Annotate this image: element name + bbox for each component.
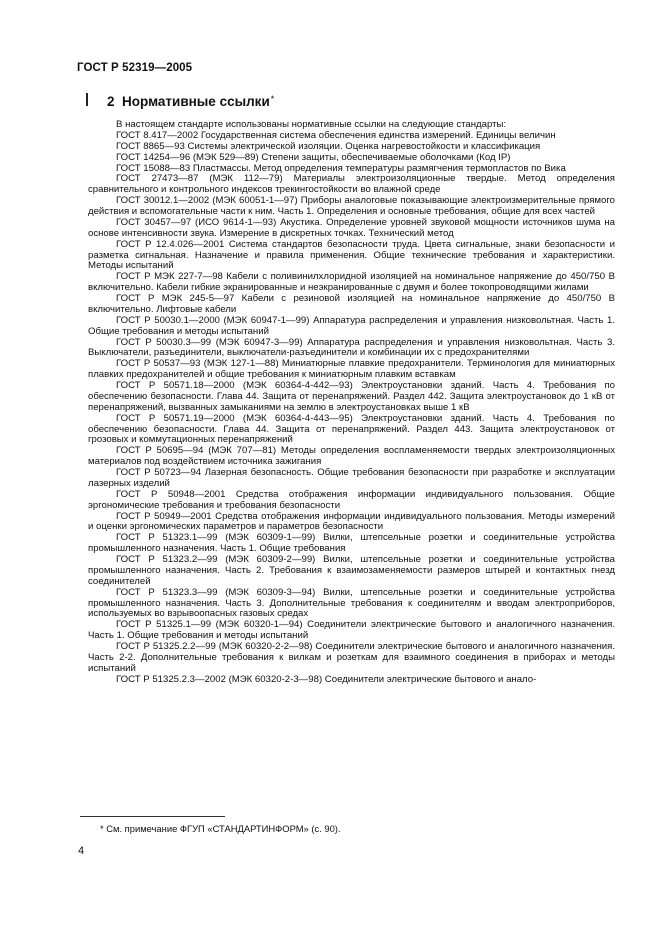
reference-item: ГОСТ Р 50537—93 (МЭК 127-1—88) Миниатюрные плавкие предохранители. Терминология для миниатюрных плавких предохранителей и общие требования к миниатюрным плавким вставкам bbox=[88, 358, 615, 381]
reference-item: ГОСТ Р 50948—2001 Средства отображения информации индивидуального пользования. Общие эргономические требования и требования безопасности bbox=[88, 488, 615, 511]
intro-paragraph: В настоящем стандарте использованы нормативные ссылки на следующие стандарты: bbox=[116, 119, 507, 130]
footnote-divider bbox=[80, 816, 225, 817]
reference-item: ГОСТ Р 51323.2—99 (МЭК 60309-2—99) Вилки, штепсельные розетки и соединительные устройства промышленного назначения. Часть 2. Требования к взаимозаменяемости размеров штырей и контактных гнезд соединителей bbox=[88, 554, 615, 587]
reference-item: ГОСТ 14254—96 (МЭК 529—89) Степени защиты, обеспечиваемые оболочками (Код IP) bbox=[116, 151, 511, 163]
reference-item: ГОСТ Р 51323.3—99 (МЭК 60309-3—94) Вилки, штепсельные розетки и соединительные устройства промышленного назначения. Часть 3. Дополнительные требования к соединителям и вводам электроприборов, используемых во взрывоопасных газовых средах bbox=[88, 586, 615, 620]
reference-item: ГОСТ 8.417—2002 Государственная система обеспечения единства измерений. Единицы величин bbox=[116, 129, 556, 141]
section-title: Нормативные ссылки bbox=[122, 94, 270, 109]
reference-item: ГОСТ Р 50949—2001 Средства отображения информации индивидуального пользования. Методы измерений и оценки эргономических параметров и параметров безопасности bbox=[88, 510, 615, 533]
reference-item: ГОСТ Р 50695—94 (МЭК 707—81) Методы определения воспламеняемости твердых электроизоляционных материалов под воздействием источника зажигания bbox=[88, 445, 615, 468]
reference-item: ГОСТ Р 50571.19—2000 (МЭК 60364-4-443—95) Электроустановки зданий. Часть 4. Требования по обеспечению безопасности. Глава 44. Защита от перенапряжений. Раздел 443. Защита электроустановок от грозовых и коммутационных перенапряжений bbox=[88, 412, 615, 446]
section-heading bbox=[107, 94, 274, 109]
reference-item: ГОСТ Р 51325.2.3—2002 (МЭК 60320-2-3—98) Соединители электрические бытового и анало- bbox=[116, 673, 537, 685]
reference-item: ГОСТ Р 51325.1—99 (МЭК 60320-1—94) Соединители электрические бытового и аналогичного назначения. Часть 1. Общие требования и методы испытаний bbox=[88, 619, 615, 642]
change-margin-bar bbox=[86, 93, 88, 106]
section-footnote-mark: * bbox=[270, 94, 275, 104]
reference-item: ГОСТ Р МЭК 245-5—97 Кабели с резиновой изоляцией на номинальное напряжение до 450/750 В включительно. Лифтовые кабели bbox=[88, 293, 615, 315]
reference-item: ГОСТ 30012.1—2002 (МЭК 60051-1—97) Приборы аналоговые показывающие электроизмерительные прямого действия и вспомогательные части к ним. Часть 1. Определения и основные требования, общие для всех частей bbox=[88, 195, 615, 217]
reference-item: ГОСТ Р 51325.2.2—99 (МЭК 60320-2-2—98) Соединители электрические бытового и аналогичного назначения. Часть 2-2. Дополнительные требования к вилкам и розеткам для взаимного соединения в приборах и методы испытаний bbox=[88, 641, 615, 674]
reference-item: ГОСТ Р 12.4.026—2001 Система стандартов безопасности труда. Цвета сигнальные, знаки безопасности и разметка сигнальная. Назначение и правила применения. Общие технические требования и характеристики. Методы испытаний bbox=[88, 238, 615, 272]
references-body bbox=[88, 120, 615, 686]
reference-item: ГОСТ 8865—93 Системы электрической изоляции. Оценка нагревостойкости и классификация bbox=[116, 140, 541, 152]
reference-item: ГОСТ 15088—83 Пластмассы. Метод определения температуры размягчения термопластов по Вика bbox=[116, 162, 566, 174]
reference-item: ГОСТ Р 50571.18—2000 (МЭК 60364-4-442—93) Электроустановки зданий. Часть 4. Требования по обеспечению безопасности. Глава 44. Защита от перенапряжений. Раздел 442. Защита электроустановок до 1 кВ от перенапряжений, вызванных замыканиями на землю в электроустановках выше 1 кВ bbox=[88, 380, 615, 413]
reference-item: ГОСТ Р 50030.3—99 (МЭК 60947-3—99) Аппаратура распределения и управления низковольтная. Часть 3. Выключатели, разъединители, выключатели-разъединители и комбинации их с предохранителями bbox=[88, 336, 615, 359]
document-header: ГОСТ Р 52319—2005 bbox=[77, 62, 193, 74]
reference-item: ГОСТ Р 50723—94 Лазерная безопасность. Общие требования безопасности при разработке и эксплуатации лазерных изделий bbox=[88, 467, 615, 489]
reference-item: ГОСТ Р МЭК 227-7—98 Кабели с поливинилхлоридной изоляцией на номинальное напряжение до 450/750 В включительно. Кабели гибкие экранированные и неэкранированные с двумя и более токопроводящими жилами bbox=[88, 271, 615, 294]
footnote: * См. примечание ФГУП «СТАНДАРТИНФОРМ» (с. 90). bbox=[100, 823, 341, 834]
reference-item: ГОСТ Р 50030.1—2000 (МЭК 60947-1—99) Аппаратура распределения и управления низковольтная. Часть 1. Общие требования и методы испытаний bbox=[88, 314, 615, 337]
page-number: 4 bbox=[78, 845, 85, 857]
reference-item: ГОСТ 27473—87 (МЭК 112—79) Материалы электроизоляционные твердые. Метод определения сравнительного и контрольного индексов трекингостойкости во влажной среде bbox=[88, 173, 615, 196]
section-number: 2 bbox=[107, 94, 115, 109]
reference-item: ГОСТ 30457—97 (ИСО 9614-1—93) Акустика. Определение уровней звуковой мощности источников шума на основе интенсивности звука. Измерение в дискретных точках. Технический метод bbox=[88, 216, 615, 239]
reference-item: ГОСТ Р 51323.1—99 (МЭК 60309-1—99) Вилки, штепсельные розетки и соединительные устройства промышленного назначения. Часть 1. Общие требования bbox=[88, 532, 615, 555]
